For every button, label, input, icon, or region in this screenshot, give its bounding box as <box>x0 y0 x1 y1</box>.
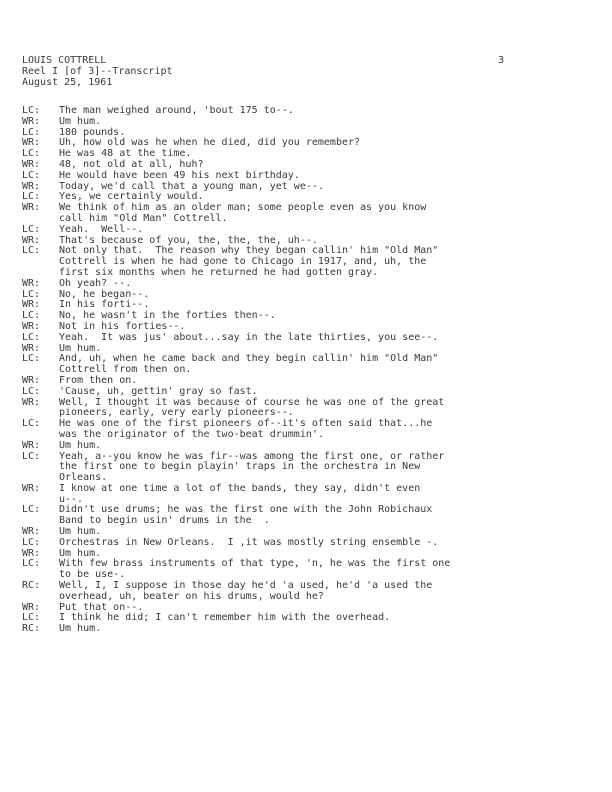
speaker-label: WR: <box>22 158 41 170</box>
dialogue-text: In his forti--. <box>59 299 150 311</box>
transcript-line <box>22 279 592 290</box>
dialogue-text: I think he did; I can't remember him with the overhead. <box>59 612 391 624</box>
transcript-line <box>22 441 592 452</box>
transcript-line <box>22 484 592 495</box>
dialogue-text: Didn't use drums; he was the first one with the John Robichaux <box>59 504 433 516</box>
speaker-label: LC: <box>22 385 41 397</box>
speaker-label: WR: <box>22 234 41 246</box>
dialogue-text: Um hum. <box>59 526 102 538</box>
speaker-label: WR: <box>22 439 41 451</box>
dialogue-text: The man weighed around, 'bout 175 to--. <box>59 105 294 116</box>
speaker-label: LC: <box>22 418 41 430</box>
speaker-label: WR: <box>22 277 41 289</box>
dialogue-text: And, uh, when he came back and they begin callin' him "Old Man" <box>59 353 439 365</box>
speaker-label: LC: <box>22 191 41 203</box>
speaker-label: WR: <box>22 320 41 332</box>
dialogue-text: was the originator of the two-beat drummin'. <box>59 428 324 440</box>
speaker-label: WR: <box>22 526 41 538</box>
dialogue-text: Orchestras in New Orleans. I ,it was mostly string ensemble -. <box>59 536 439 548</box>
interviewee-name: LOUIS COTTRELL <box>22 55 107 66</box>
speaker-label: LC: <box>22 612 41 624</box>
dialogue-text: Well, I thought it was because of course he was one of the great <box>59 396 445 408</box>
dialogue-text: Um hum. <box>59 439 102 451</box>
speaker-label: LC: <box>22 504 41 516</box>
transcript-line <box>22 117 592 128</box>
dialogue-text: 180 pounds. <box>59 126 126 138</box>
speaker-label: LC: <box>22 245 41 257</box>
dialogue-text: Orleans. <box>59 472 108 484</box>
transcript-line <box>22 538 592 549</box>
dialogue-text: 'Cause, uh, gettin' gray so fast. <box>59 385 258 397</box>
dialogue-text: to be use-. <box>59 569 126 581</box>
dialogue-text: No, he wasn't in the forties then--. <box>59 310 276 322</box>
transcript-line <box>22 430 592 441</box>
document-header <box>22 56 173 88</box>
speaker-label: LC: <box>22 169 41 181</box>
dialogue-text: Not only that. The reason why they began callin' him "Old Man" <box>59 245 439 257</box>
dialogue-text: 48, not old at all, huh? <box>59 158 204 170</box>
dialogue-text: Cottrell is when he had gone to Chicago in 1917, and, uh, the <box>59 256 427 268</box>
speaker-label: WR: <box>22 137 41 149</box>
dialogue-text: I know at one time a lot of the bands, they say, didn't even <box>59 482 421 494</box>
speaker-label <box>22 257 59 268</box>
speaker-label: WR: <box>22 601 41 613</box>
transcript-line <box>22 624 592 635</box>
speaker-label: LC: <box>22 310 41 322</box>
dialogue-text: overhead, uh, beater on his drums, would he? <box>59 590 324 602</box>
dialogue-text: the first one to begin playin' traps in the orchestra in New <box>59 461 421 473</box>
speaker-label: LC: <box>22 105 41 116</box>
dialogue-text: first six months when he returned he had gotten gray. <box>59 266 379 278</box>
dialogue-text: From then on. <box>59 374 138 386</box>
speaker-label <box>22 462 59 473</box>
speaker-label: WR: <box>22 396 41 408</box>
transcript-line <box>22 462 592 473</box>
dialogue-text: Uh, how old was he when he died, did you remember? <box>59 137 361 149</box>
transcript-line <box>22 106 592 117</box>
speaker-label: WR: <box>22 482 41 494</box>
dialogue-text: Well, I, I suppose in those day he'd 'a used, he'd 'a used the <box>59 580 433 592</box>
transcript-line <box>22 387 592 398</box>
dialogue-text: With few brass instruments of that type, 'n, he was the first one <box>59 558 451 570</box>
speaker-label: LC: <box>22 148 41 160</box>
transcript-line <box>22 171 592 182</box>
speaker-label: WR: <box>22 547 41 559</box>
speaker-label: LC: <box>22 353 41 365</box>
dialogue-text: pioneers, early, very early pioneers--. <box>59 407 294 419</box>
speaker-label: WR: <box>22 374 41 386</box>
speaker-label: RC: <box>22 580 41 592</box>
speaker-label: WR: <box>22 342 41 354</box>
dialogue-text: u--. <box>59 493 84 505</box>
speaker-label: LC: <box>22 223 41 235</box>
transcript-line <box>22 333 592 344</box>
dialogue-text: Um hum. <box>59 623 102 635</box>
transcript-body <box>22 106 592 635</box>
speaker-label: WR: <box>22 115 41 127</box>
dialogue-text: He was 48 at the time. <box>59 148 192 160</box>
transcript-line <box>22 613 592 624</box>
speaker-label: LC: <box>22 126 41 138</box>
dialogue-text: Yes, we certainly would. <box>59 191 204 203</box>
dialogue-text: Today, we'd call that a young man, yet we--. <box>59 180 324 192</box>
dialogue-text: Um hum. <box>59 547 102 559</box>
dialogue-text: He was one of the first pioneers of--it's often said that...he <box>59 418 433 430</box>
dialogue-text: call him "Old Man" Cottrell. <box>59 212 228 224</box>
speaker-label: WR: <box>22 299 41 311</box>
dialogue-text: Band to begin usin' drums in the . <box>59 515 270 527</box>
speaker-label: RC: <box>22 623 41 635</box>
transcript-line <box>22 225 592 236</box>
dialogue-text: He would have been 49 his next birthday. <box>59 169 300 181</box>
speaker-label: LC: <box>22 558 41 570</box>
dialogue-text: Yeah. Well--. <box>59 223 144 235</box>
reel-info: Reel I [of 3]--Transcript <box>22 65 173 77</box>
dialogue-text: Um hum. <box>59 115 102 127</box>
speaker-label: LC: <box>22 450 41 462</box>
speaker-label: LC: <box>22 331 41 343</box>
speaker-label: LC: <box>22 536 41 548</box>
dialogue-text: No, he began--. <box>59 288 150 300</box>
page-number: 3 <box>498 55 505 66</box>
transcript-line <box>22 516 592 527</box>
dialogue-text: Put that on--. <box>59 601 144 613</box>
dialogue-text: Yeah, a--you know he was fir--was among the first one, or rather <box>59 450 445 462</box>
dialogue-text: Um hum. <box>59 342 102 354</box>
dialogue-text: Not in his forties--. <box>59 320 186 332</box>
speaker-label: WR: <box>22 180 41 192</box>
dialogue-text: Yeah. It was jus' about...say in the late thirties, you see--. <box>59 331 439 343</box>
dialogue-text: That's because of you, the, the, the, uh--. <box>59 234 318 246</box>
dialogue-text: We think of him as an older man; some people even as you know <box>59 202 427 214</box>
dialogue-text: Oh yeah? --. <box>59 277 132 289</box>
speaker-label: LC: <box>22 288 41 300</box>
interview-date: August 25, 1961 <box>22 76 113 88</box>
speaker-label: WR: <box>22 202 41 214</box>
dialogue-text: Cottrell from then on. <box>59 364 192 376</box>
